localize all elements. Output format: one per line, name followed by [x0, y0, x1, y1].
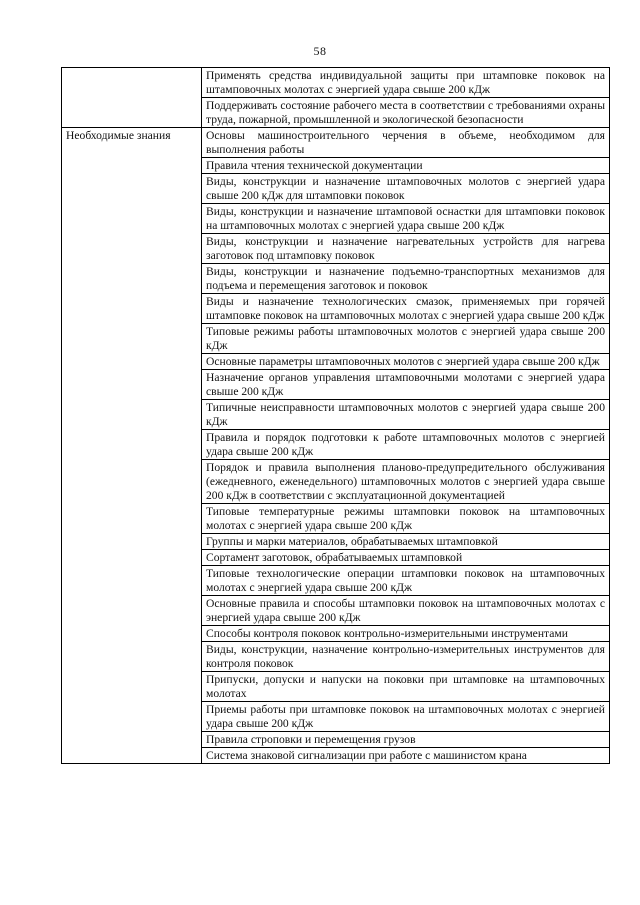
requirement-item: Применять средства индивидуальной защиты при штамповке поковок на штамповочных молотах с энергией удара свыше 200 кДж: [202, 68, 610, 98]
table-row: [62, 400, 610, 430]
table-row: [62, 128, 610, 158]
label-cell-empty: [62, 400, 202, 430]
label-cell-empty: [62, 460, 202, 504]
requirement-item: Основы машиностроительного черчения в объеме, необходимом для выполнения работы: [202, 128, 610, 158]
requirement-item: Назначение органов управления штамповочными молотами с энергией удара свыше 200 кДж: [202, 370, 610, 400]
label-cell-empty: [62, 370, 202, 400]
table-row: [62, 98, 610, 128]
label-cell-empty: [62, 264, 202, 294]
label-cell-empty: [62, 294, 202, 324]
requirement-item: Правила и порядок подготовки к работе штамповочных молотов с энергией удара свыше 200 кДж: [202, 430, 610, 460]
requirement-item: Типовые технологические операции штамповки поковок на штамповочных молотах с энергией удара свыше 200 кДж: [202, 566, 610, 596]
label-cell-empty: [62, 672, 202, 702]
requirement-item: Виды и назначение технологических смазок, применяемых при горячей штамповке поковок на штамповочных молотах с энергией удара свыше 200 кДж: [202, 294, 610, 324]
requirement-item: Припуски, допуски и напуски на поковки при штамповке на штамповочных молотах: [202, 672, 610, 702]
table-row: [62, 324, 610, 354]
table-row: [62, 370, 610, 400]
requirement-item: Основные правила и способы штамповки поковок на штамповочных молотах с энергией удара свыше 200 кДж: [202, 596, 610, 626]
label-cell-empty: [62, 68, 202, 98]
requirement-item: Типовые температурные режимы штамповки поковок на штамповочных молотах с энергией удара свыше 200 кДж: [202, 504, 610, 534]
requirement-item: Правила строповки и перемещения грузов: [202, 732, 610, 748]
requirements-table: [61, 67, 610, 764]
table-row: [62, 596, 610, 626]
table-row: [62, 550, 610, 566]
knowledge-label: Необходимые знания: [62, 128, 202, 158]
requirement-item: Виды, конструкции и назначение подъемно-транспортных механизмов для подъема и перемещения заготовок и поковок: [202, 264, 610, 294]
label-cell-empty: [62, 534, 202, 550]
requirement-item: Типичные неисправности штамповочных молотов с энергией удара свыше 200 кДж: [202, 400, 610, 430]
label-cell-empty: [62, 174, 202, 204]
table-row: [62, 460, 610, 504]
label-cell-empty: [62, 204, 202, 234]
table-row: [62, 642, 610, 672]
label-cell-empty: [62, 324, 202, 354]
table-row: [62, 158, 610, 174]
label-cell-empty: [62, 702, 202, 732]
label-cell-empty: [62, 748, 202, 764]
label-cell-empty: [62, 596, 202, 626]
table-row: [62, 204, 610, 234]
requirement-item: Основные параметры штамповочных молотов с энергией удара свыше 200 кДж: [202, 354, 610, 370]
table-row: [62, 672, 610, 702]
table-row: [62, 264, 610, 294]
table-row: [62, 354, 610, 370]
label-cell-empty: [62, 566, 202, 596]
table-row: [62, 534, 610, 550]
requirement-item: Правила чтения технической документации: [202, 158, 610, 174]
label-cell-empty: [62, 732, 202, 748]
requirement-item: Поддерживать состояние рабочего места в соответствии с требованиями охраны труда, пожарной, промышленной и экологической безопасности: [202, 98, 610, 128]
requirement-item: Способы контроля поковок контрольно-измерительными инструментами: [202, 626, 610, 642]
requirement-item: Сортамент заготовок, обрабатываемых штамповкой: [202, 550, 610, 566]
table-row: [62, 430, 610, 460]
requirements-table-body: [62, 68, 610, 764]
table-row: [62, 626, 610, 642]
label-cell-empty: [62, 354, 202, 370]
table-row: [62, 174, 610, 204]
requirement-item: Приемы работы при штамповке поковок на штамповочных молотах с энергией удара свыше 200 кДж: [202, 702, 610, 732]
requirement-item: Типовые режимы работы штамповочных молотов с энергией удара свыше 200 кДж: [202, 324, 610, 354]
table-row: [62, 294, 610, 324]
requirement-item: Виды, конструкции и назначение нагревательных устройств для нагрева заготовок под штамповку поковок: [202, 234, 610, 264]
label-cell-empty: [62, 642, 202, 672]
requirement-item: Группы и марки материалов, обрабатываемых штамповкой: [202, 534, 610, 550]
requirement-item: Виды, конструкции, назначение контрольно-измерительных инструментов для контроля поковок: [202, 642, 610, 672]
requirement-item: Система знаковой сигнализации при работе с машинистом крана: [202, 748, 610, 764]
table-row: [62, 504, 610, 534]
page-number: 58: [313, 44, 327, 58]
label-cell-empty: [62, 626, 202, 642]
label-cell-empty: [62, 98, 202, 128]
table-row: [62, 234, 610, 264]
label-cell-empty: [62, 430, 202, 460]
label-cell-empty: [62, 234, 202, 264]
table-row: [62, 68, 610, 98]
table-row: [62, 732, 610, 748]
table-row: [62, 702, 610, 732]
requirement-item: Виды, конструкции и назначение штамповой оснастки для штамповки поковок на штамповочных молотах с энергией удара свыше 200 кДж: [202, 204, 610, 234]
table-row: [62, 748, 610, 764]
table-row: [62, 566, 610, 596]
label-cell-empty: [62, 504, 202, 534]
requirement-item: Порядок и правила выполнения планово-предупредительного обслуживания (ежедневного, еженедельного) штамповочных молотов с энергией удара свыше 200 кДж в соответствии с эксплуатационной документацией: [202, 460, 610, 504]
label-cell-empty: [62, 550, 202, 566]
requirement-item: Виды, конструкции и назначение штамповочных молотов с энергией удара свыше 200 кДж для штамповки поковок: [202, 174, 610, 204]
label-cell-empty: [62, 158, 202, 174]
